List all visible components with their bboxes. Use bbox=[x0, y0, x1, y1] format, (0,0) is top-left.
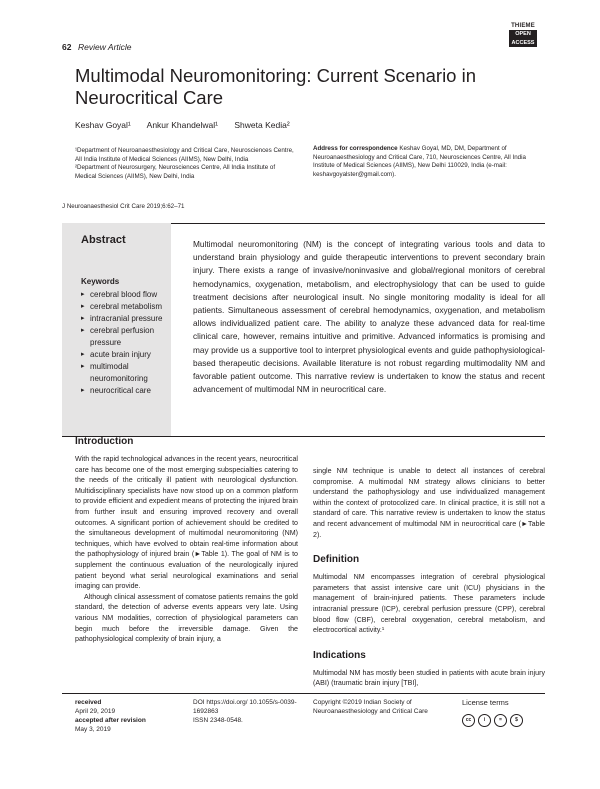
keyword-item: ▸ multimodal neuromonitoring bbox=[81, 361, 171, 385]
author: Keshav Goyal¹ bbox=[75, 120, 131, 130]
correspondence-label: Address for correspondence bbox=[313, 145, 398, 152]
by-attribution-icon: i bbox=[478, 714, 491, 727]
footer-rule bbox=[62, 693, 545, 694]
introduction-paragraph: With the rapid technological advances in the recent years, neurocritical care has become one of the most emerging subspecialties catering to the needs of the critically ill patient with neurological dysfunction. Multidisciplinary specialists have now stood up on a common platform to provide efficient and expedient means of protecting the injured brain from further insult and ensuring improved recovery and overall outcomes. A significant portion of achievement should be credited to the simultaneous development of multimodal neuromonitoring (NM) techniques, which have evolved to obtain real-time information about the pathophysiology of injured brain (►Table 1). The goal of NM is to supplement the continuous evaluation of the neurologically injured patient beyond what serial neurological examinations and serial imaging can provide. bbox=[75, 455, 298, 591]
correspondence-text: Keshav Goyal, MD, DM, Department of Neuroanaesthesiology and Critical Care, 710, Neurosciences Centre, All India Institute of Medical Sciences (AIIMS), New Delhi 110029, India (e-mail: keshavgoyalster@gmail.com). bbox=[313, 145, 526, 178]
logo-open-text: OPEN bbox=[509, 30, 537, 39]
keyword-item: ▸ intracranial pressure bbox=[81, 313, 171, 325]
article-identifiers bbox=[193, 698, 303, 725]
indications-heading: Indications bbox=[313, 649, 366, 661]
journal-citation: J Neuroanaesthesiol Crit Care 2019;6:62–71 bbox=[62, 203, 185, 210]
keyword-list bbox=[81, 289, 171, 397]
cc-icon: cc bbox=[462, 714, 475, 727]
thieme-open-access-logo bbox=[509, 23, 537, 53]
received-label: received bbox=[75, 699, 102, 706]
introduction-paragraph: Although clinical assessment of comatose patients remains the gold standard, the detection of adverse events appears very late. Using various NM modalities, correction of physiological parameters can begin much before the irreversible damage. Given the pathophysiological complexity of brain injury, a bbox=[75, 592, 298, 644]
copyright: Copyright ©2019 Indian Society of Neuroanaesthesiology and Critical Care bbox=[313, 699, 428, 715]
title-line-2: Neurocritical Care bbox=[75, 87, 224, 108]
creative-commons-icons[interactable] bbox=[462, 714, 545, 727]
body-column-left bbox=[75, 436, 298, 645]
affiliation: ¹Department of Neuroanaesthesiology and Critical Care, Neurosciences Centre, All India Institute of Medical Sciences (AIIMS), New Delhi, India bbox=[75, 147, 294, 163]
body-column-right bbox=[313, 466, 545, 689]
author: Ankur Khandelwal¹ bbox=[146, 120, 219, 130]
logo-access-text: ACCESS bbox=[509, 39, 537, 48]
keyword-item: ▸ neurocritical care bbox=[81, 385, 171, 397]
affiliation: ²Department of Neurosurgery, Neurosciences Centre, All India Institute of Medical Sciences (AIIMS), New Delhi, India bbox=[75, 164, 276, 180]
logo-thieme-text: THIEME bbox=[511, 23, 535, 29]
introduction-heading: Introduction bbox=[75, 436, 134, 447]
indications-paragraph: Multimodal NM has mostly been studied in patients with acute brain injury (ABI) (traumatic brain injury [TBI], bbox=[313, 668, 545, 688]
non-commercial-icon: $ bbox=[510, 714, 523, 727]
author: Shweta Kedia² bbox=[234, 120, 290, 130]
license-label: License terms bbox=[462, 698, 509, 707]
abstract-heading: Abstract bbox=[81, 234, 126, 246]
definition-paragraph: Multimodal NM encompasses integration of cerebral physiological parameters that assist intensive care unit (ICU) physicians in the management of brain-injured patients. These parameters include intracranial pressure (ICP), cerebral perfusion pressure (CPP), cerebral blood flow (CBF), cerebral oxygenation, cerebral metabolism, and electrocortical activity.¹ bbox=[313, 573, 545, 635]
keyword-item: ▸ cerebral blood flow bbox=[81, 289, 171, 301]
keyword-item: ▸ acute brain injury bbox=[81, 349, 171, 361]
running-title: Review Article bbox=[78, 42, 132, 52]
abstract-text: Multimodal neuromonitoring (NM) is the concept of integrating various tools and data to understand brain physiology and guide therapeutic interventions to prevent secondary brain injury. There exists a range of invasive/noninvasive and global/regional monitors of cerebral hemodynamics, oxygenation, metabolism, and electrophysiology that can be used to guide treatment decisions after neurological insult. No single monitoring modality is ideal for all patients. Simultaneous assessment of cerebral hemodynamics, oxygenation, and metabolism allows individualized patient care. The ability to analyze these advanced data for real-time clinical care, however, remains intuitive and primitive. Advanced informatics is promising and may provide us a supportive tool to interpret physiological events and guide pathophysiological-based therapeutic decisions. Available literature is not robust regarding multimodality NM and favorable patient outcome. This narrative review is undertaken to know the status and recent advancement of multimodal NM in neurocritical care. bbox=[193, 239, 545, 395]
doi-link[interactable]: DOI https://doi.org/ 10.1055/s-0039-1692863 bbox=[193, 699, 297, 715]
article-dates bbox=[75, 698, 185, 734]
affiliations bbox=[75, 147, 297, 181]
keyword-item: ▸ cerebral perfusion pressure bbox=[81, 325, 171, 349]
issn: ISSN 2348-0548. bbox=[193, 717, 243, 724]
accepted-label: accepted after revision bbox=[75, 717, 146, 724]
accepted-date: May 3, 2019 bbox=[75, 726, 111, 733]
keywords-heading: Keywords bbox=[81, 277, 120, 286]
page-number: 62 bbox=[62, 42, 72, 52]
correspondence bbox=[313, 145, 545, 179]
title-line-1: Multimodal Neuromonitoring: Current Scenario in bbox=[75, 65, 477, 86]
author-list bbox=[75, 120, 304, 130]
license-block bbox=[462, 698, 545, 727]
no-derivatives-icon: = bbox=[494, 714, 507, 727]
article-title bbox=[75, 65, 545, 109]
received-date: April 29, 2019 bbox=[75, 708, 116, 715]
definition-heading: Definition bbox=[313, 554, 360, 566]
introduction-paragraph: single NM technique is unable to detect all instances of cerebral compromise. A multimodal NM strategy allows clinicians to better understand the pathophysiology and use individualized management within the context of protocolized care. In clinical practice, it is still not a standard of care. This narrative review is undertaken to know the status and recent advancement of multimodal NM in neurocritical care (►Table 2). bbox=[313, 467, 545, 539]
keyword-item: ▸ cerebral metabolism bbox=[81, 301, 171, 313]
